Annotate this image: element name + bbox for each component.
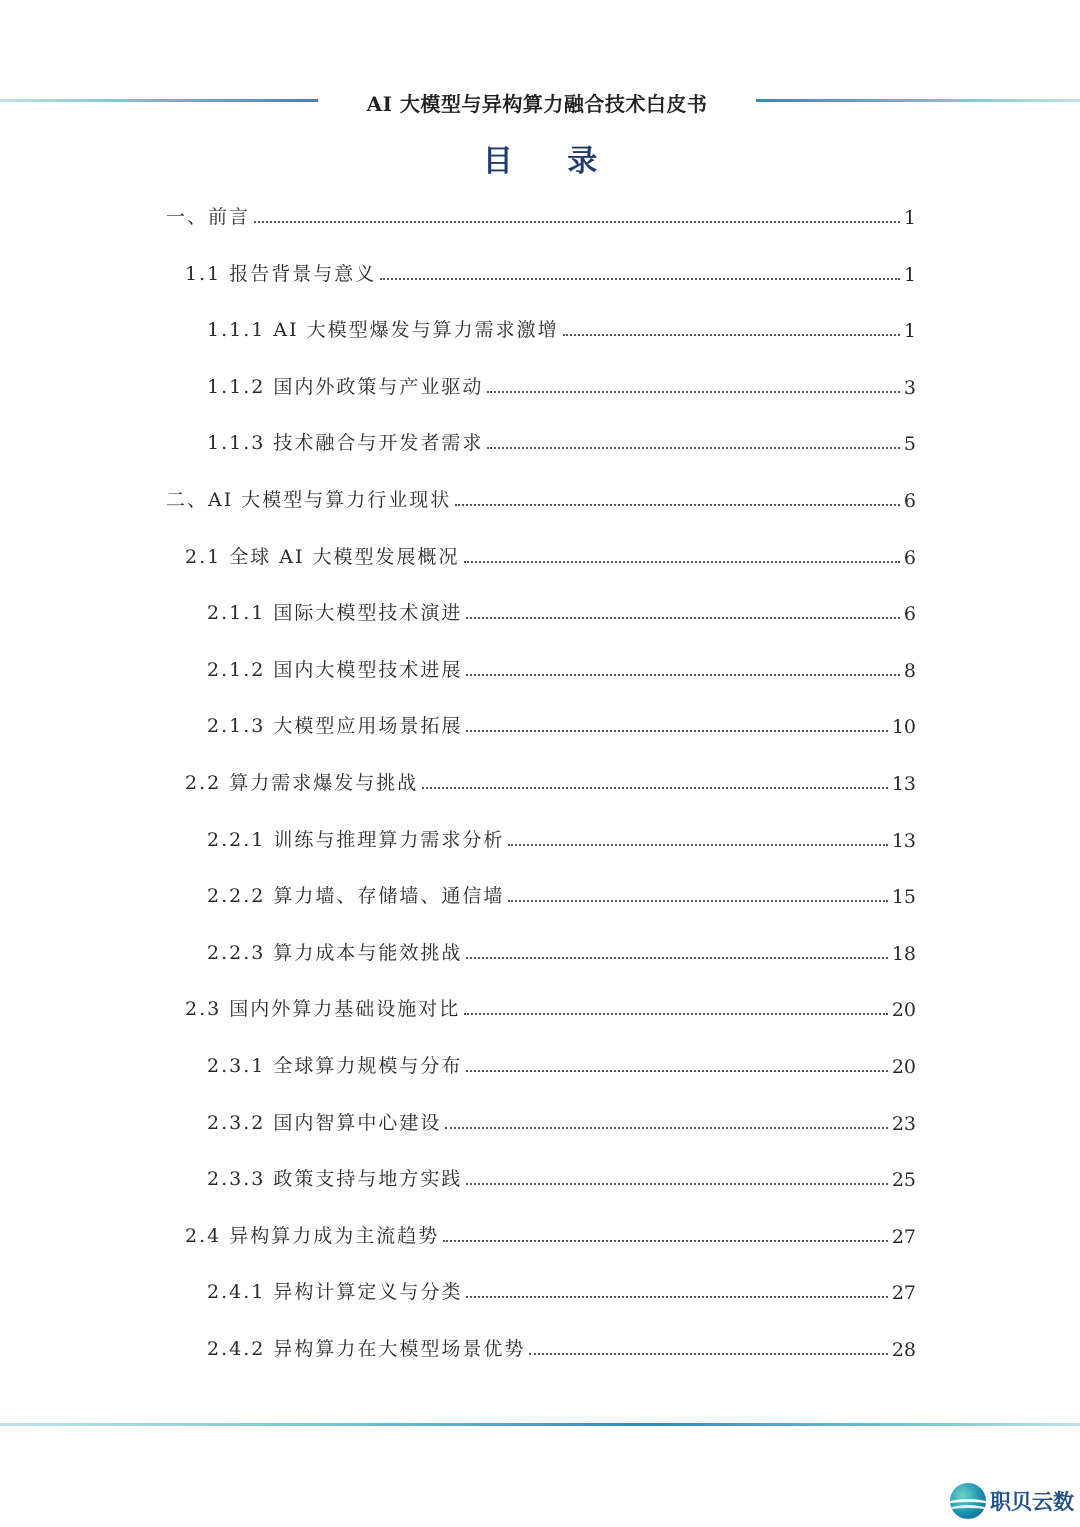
toc-dot-leader (529, 1353, 887, 1355)
toc-dot-leader (464, 1013, 888, 1015)
toc-entry-label: 2.3 国内外算力基础设施对比 (185, 998, 461, 1020)
toc-entry[interactable] (207, 369, 916, 399)
toc-entry-label: 2.1 全球 AI 大模型发展概况 (185, 546, 460, 568)
toc-dot-leader (380, 278, 900, 280)
brand-name: 职贝云数 (990, 1490, 1074, 1514)
toc-entry-page: 8 (903, 660, 916, 682)
toc-entry-label: 2.4.2 异构算力在大模型场景优势 (207, 1338, 526, 1360)
toc-dot-leader (508, 844, 887, 846)
toc-entry-page: 27 (891, 1226, 916, 1248)
toc-dot-leader (445, 1127, 887, 1129)
toc-entry-page: 6 (903, 490, 916, 512)
toc-entry-label: 2.1.1 国际大模型技术演进 (207, 602, 463, 624)
toc-entry-label: 2.4 异构算力成为主流趋势 (185, 1225, 440, 1247)
toc-dot-leader (466, 674, 900, 676)
toc-entry-label: 1.1 报告背景与意义 (185, 263, 377, 285)
toc-entry[interactable] (207, 425, 916, 455)
toc-entry-page: 1 (903, 264, 916, 286)
toc-entry-page: 5 (903, 433, 916, 455)
toc-dot-leader (455, 504, 900, 506)
toc-entry[interactable] (207, 822, 916, 852)
toc-entry-page: 18 (891, 943, 916, 965)
toc-entry[interactable] (207, 1331, 916, 1361)
document-title: AI 大模型与异构算力融合技术白皮书 (366, 92, 708, 116)
toc-entry[interactable] (207, 595, 916, 625)
toc-entry-page: 20 (891, 999, 916, 1021)
toc-entry-label: 2.3.1 全球算力规模与分布 (207, 1055, 463, 1077)
toc-entry-page: 25 (891, 1169, 916, 1191)
toc-entry[interactable] (207, 1161, 916, 1191)
toc-entry[interactable] (207, 878, 916, 908)
toc-entry-page: 1 (903, 320, 916, 342)
toc-entry[interactable] (166, 199, 916, 229)
toc-entry-label: 1.1.2 国内外政策与产业驱动 (207, 376, 484, 398)
toc-entry-label: 2.4.1 异构计算定义与分类 (207, 1281, 463, 1303)
toc-entry-label: 2.3.3 政策支持与地方实践 (207, 1168, 463, 1190)
toc-dot-leader (466, 730, 887, 732)
toc-entry[interactable] (207, 312, 916, 342)
toc-entry-page: 13 (891, 830, 916, 852)
toc-entry[interactable] (207, 652, 916, 682)
toc-entry-label: 一、前言 (166, 206, 251, 228)
footer-rule (0, 1423, 1080, 1426)
toc-entry-page: 15 (891, 886, 916, 908)
toc-entry-page: 6 (903, 603, 916, 625)
toc-dot-leader (466, 957, 887, 959)
toc-entry[interactable] (207, 1274, 916, 1304)
brand-logo (950, 1480, 1074, 1522)
header-rule-left (0, 99, 318, 102)
toc-entry-label: 1.1.3 技术融合与开发者需求 (207, 432, 484, 454)
toc-entry[interactable] (185, 991, 916, 1021)
toc-entry-label: 2.1.2 国内大模型技术进展 (207, 659, 463, 681)
toc-entry[interactable] (166, 482, 916, 512)
toc-dot-leader (508, 900, 887, 902)
toc-heading: 目 录 (482, 144, 620, 179)
toc-entry-label: 2.2.2 算力墙、存储墙、通信墙 (207, 885, 505, 907)
toc-entry-label: 2.2.3 算力成本与能效挑战 (207, 942, 463, 964)
toc-entry[interactable] (207, 1105, 916, 1135)
toc-dot-leader (487, 391, 900, 393)
toc-dot-leader (254, 221, 900, 223)
toc-entry-page: 10 (891, 716, 916, 738)
toc-dot-leader (422, 787, 888, 789)
toc-entry-label: 1.1.1 AI 大模型爆发与算力需求激增 (207, 319, 559, 341)
toc-entry[interactable] (207, 1048, 916, 1078)
toc-entry[interactable] (185, 765, 916, 795)
toc-dot-leader (466, 1070, 887, 1072)
toc-entry[interactable] (207, 935, 916, 965)
toc-dot-leader (466, 617, 900, 619)
toc-entry-page: 20 (891, 1056, 916, 1078)
wave-globe-icon (950, 1483, 986, 1519)
toc-dot-leader (487, 447, 900, 449)
toc-dot-leader (466, 1296, 887, 1298)
toc-dot-leader (464, 561, 900, 563)
toc-dot-leader (563, 334, 900, 336)
toc-entry-page: 3 (903, 377, 916, 399)
toc-entry-label: 2.2 算力需求爆发与挑战 (185, 772, 419, 794)
toc-entry-page: 23 (891, 1113, 916, 1135)
toc-entry[interactable] (185, 539, 916, 569)
header-rule-right (756, 99, 1080, 102)
toc-entry-page: 6 (903, 547, 916, 569)
toc-dot-leader (466, 1183, 887, 1185)
toc-entry[interactable] (207, 708, 916, 738)
toc-entry[interactable] (185, 1218, 916, 1248)
toc-entry-page: 28 (891, 1339, 916, 1361)
toc-entry-label: 2.1.3 大模型应用场景拓展 (207, 715, 463, 737)
toc-entry-label: 二、AI 大模型与算力行业现状 (166, 489, 452, 511)
toc-entry-label: 2.3.2 国内智算中心建设 (207, 1112, 442, 1134)
toc-dot-leader (443, 1240, 888, 1242)
toc-entry[interactable] (185, 256, 916, 286)
toc-entry-page: 1 (903, 207, 916, 229)
toc-entry-label: 2.2.1 训练与推理算力需求分析 (207, 829, 505, 851)
toc-entry-page: 13 (891, 773, 916, 795)
toc-entry-page: 27 (891, 1282, 916, 1304)
